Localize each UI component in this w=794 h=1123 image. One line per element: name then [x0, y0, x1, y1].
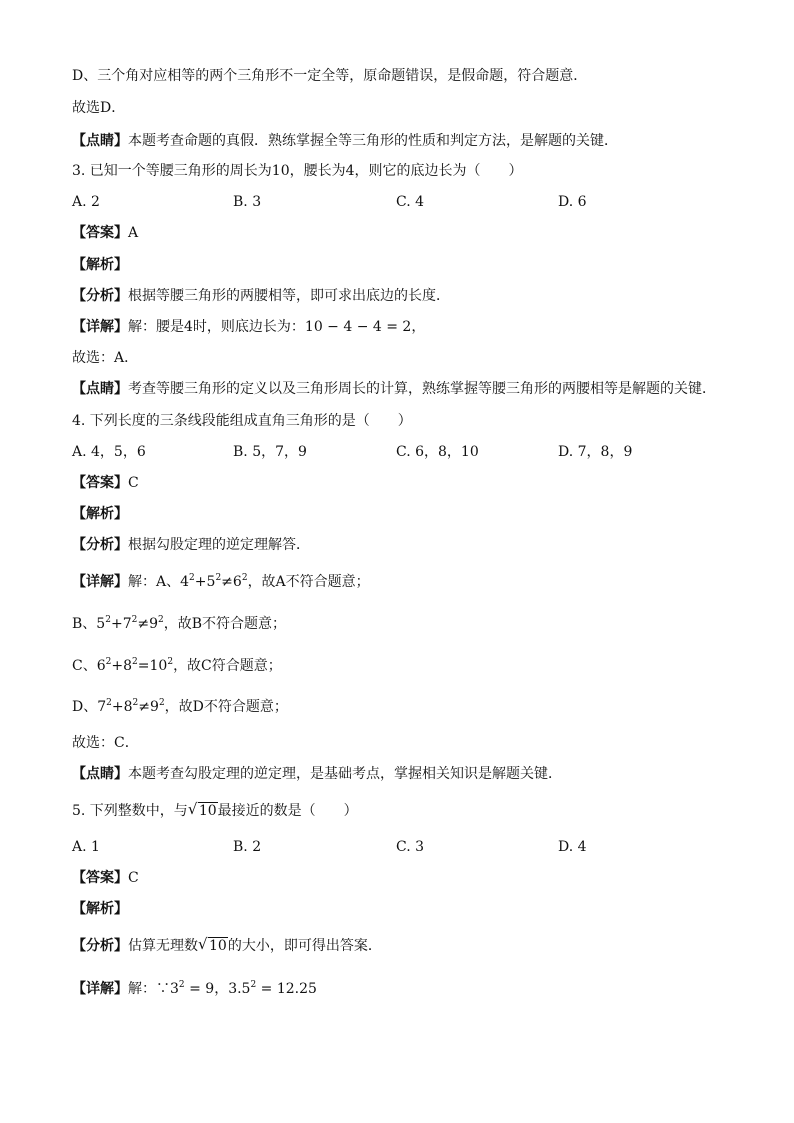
detail-tail: ，故D不符合题意；	[164, 699, 288, 715]
math-expression: $6^2+8^2=10^2$	[96, 657, 174, 674]
choose-text: 故选：A．	[72, 350, 139, 366]
detail-text: 解：腰是4时，则底边长为：10 − 4 − 4 = 2，	[128, 319, 426, 335]
fenxi-tag: 【分析】	[72, 288, 128, 304]
q4-detail-b	[72, 614, 286, 634]
answer-tag: 【答案】	[72, 475, 128, 491]
q3-stem	[72, 161, 523, 181]
sqrt-expression: √ 10	[187, 800, 217, 819]
detail-tag: 【详解】	[72, 574, 128, 590]
fenxi-text: 估算无理数	[128, 938, 198, 954]
question-text: 3. 已知一个等腰三角形的周长为10，腰长为4，则它的底边长为（ ）	[72, 163, 523, 179]
fenxi-text: 根据勾股定理的逆定理解答．	[128, 537, 310, 553]
fenxi-text-suffix: 的大小，即可得出答案．	[227, 938, 382, 954]
detail-prefix: B、	[72, 616, 97, 632]
question-text-suffix: 最接近的数是（ ）	[217, 803, 358, 819]
detail-prefix: 解：A、	[128, 574, 181, 590]
option-d: D. 6	[558, 194, 587, 210]
math-rest: = 9，	[184, 981, 229, 997]
fenxi-tag: 【分析】	[72, 537, 128, 553]
option-a: A. 4，5，6	[72, 444, 146, 460]
option-a: A. 1	[72, 839, 100, 855]
analysis-tag: 【解析】	[72, 257, 128, 273]
dianjing-text: 本题考查勾股定理的逆定理，是基础考点，掌握相关知识是解题关键．	[128, 766, 562, 782]
dianjing-tag: 【点睛】	[72, 381, 128, 397]
q3-dianjing	[72, 379, 716, 399]
choose-text: 故选D．	[72, 100, 126, 116]
math-exponent: 2	[178, 980, 185, 990]
q4-dianjing	[72, 764, 562, 784]
q4-stem	[72, 411, 412, 431]
answer-tag: 【答案】	[72, 870, 128, 886]
math-base: 3	[170, 981, 179, 997]
answer-value: A	[128, 225, 139, 241]
q4-fenxi	[72, 535, 310, 555]
q5-fenxi	[72, 936, 382, 956]
detail-prefix: C、	[72, 658, 97, 674]
option-d: D. 4	[558, 839, 587, 855]
analysis-tag: 【解析】	[72, 901, 128, 917]
option-c: C. 6，8，10	[396, 444, 479, 460]
answer-value: C	[128, 870, 139, 886]
choose-text: 故选：C．	[72, 735, 139, 751]
q4-detail	[72, 572, 370, 592]
q3-analysis	[72, 255, 128, 275]
q5-stem	[72, 801, 358, 821]
detail-tail: ，故A不符合题意；	[247, 574, 370, 590]
option-d: D. 7，8，9	[558, 444, 633, 460]
dianjing-text: 考查等腰三角形的定义以及三角形周长的计算，熟练掌握等腰三角形的两腰相等是解题的关键．	[128, 381, 716, 397]
text-line	[72, 98, 125, 118]
math-expression: $5^2+7^2\ne 9^2$	[96, 615, 164, 632]
answer-tag: 【答案】	[72, 225, 128, 241]
option-b: B. 5，7，9	[233, 444, 307, 460]
analysis-tag: 【解析】	[72, 506, 128, 522]
q3-choose	[72, 348, 138, 368]
dianjing-tag: 【点睛】	[72, 133, 128, 149]
q3-fenxi	[72, 286, 450, 306]
detail-prefix: 解：∵	[128, 981, 170, 997]
option-c: C. 3	[396, 839, 425, 855]
q4-answer	[72, 473, 139, 493]
radicand: 10	[198, 803, 217, 819]
radicand: 10	[209, 938, 227, 954]
q3-options	[72, 192, 722, 212]
option-b: B. 2	[233, 839, 262, 855]
q3-detail	[72, 317, 425, 337]
question-text: 5. 下列整数中，与	[72, 803, 188, 819]
q5-detail	[72, 979, 317, 999]
detail-tag: 【详解】	[72, 319, 128, 335]
math-rest: = 12.25	[256, 981, 317, 997]
option-a: A. 2	[72, 194, 100, 210]
option-b: B. 3	[233, 194, 262, 210]
sqrt-expression: √ 10	[198, 935, 227, 954]
detail-tail: ，故C符合题意；	[173, 658, 282, 674]
q4-choose	[72, 733, 139, 753]
q3-answer	[72, 223, 138, 243]
q4-detail-c	[72, 656, 282, 676]
detail-tail: ，故B不符合题意；	[163, 616, 287, 632]
q4-analysis	[72, 504, 128, 524]
math-exponent: 2	[250, 980, 257, 990]
fenxi-text: 根据等腰三角形的两腰相等，即可求出底边的长度．	[128, 288, 450, 304]
text-line	[72, 66, 587, 86]
option-d-explanation: D、三个角对应相等的两个三角形不一定全等，原命题错误，是假命题，符合题意．	[72, 68, 588, 84]
dianjing-tag: 【点睛】	[72, 766, 128, 782]
answer-value: C	[128, 475, 139, 491]
math-base: 3.5	[228, 981, 251, 997]
math-expression: $7^2+8^2\ne 9^2$	[97, 698, 165, 715]
q4-options	[72, 442, 722, 462]
dianjing-text: 本题考查命题的真假．熟练掌握全等三角形的性质和判定方法，是解题的关键．	[128, 133, 618, 149]
dianjing-line	[72, 131, 618, 151]
detail-prefix: D、	[72, 699, 98, 715]
q4-detail-d	[72, 697, 288, 717]
q5-answer	[72, 868, 139, 888]
q5-options	[72, 837, 722, 857]
question-text: 4. 下列长度的三条线段能组成直角三角形的是（ ）	[72, 413, 412, 429]
fenxi-tag: 【分析】	[72, 938, 128, 954]
detail-tag: 【详解】	[72, 981, 128, 997]
q5-analysis	[72, 899, 128, 919]
option-c: C. 4	[396, 194, 425, 210]
math-expression: $4^2+5^2\ne 6^2$	[180, 573, 248, 590]
